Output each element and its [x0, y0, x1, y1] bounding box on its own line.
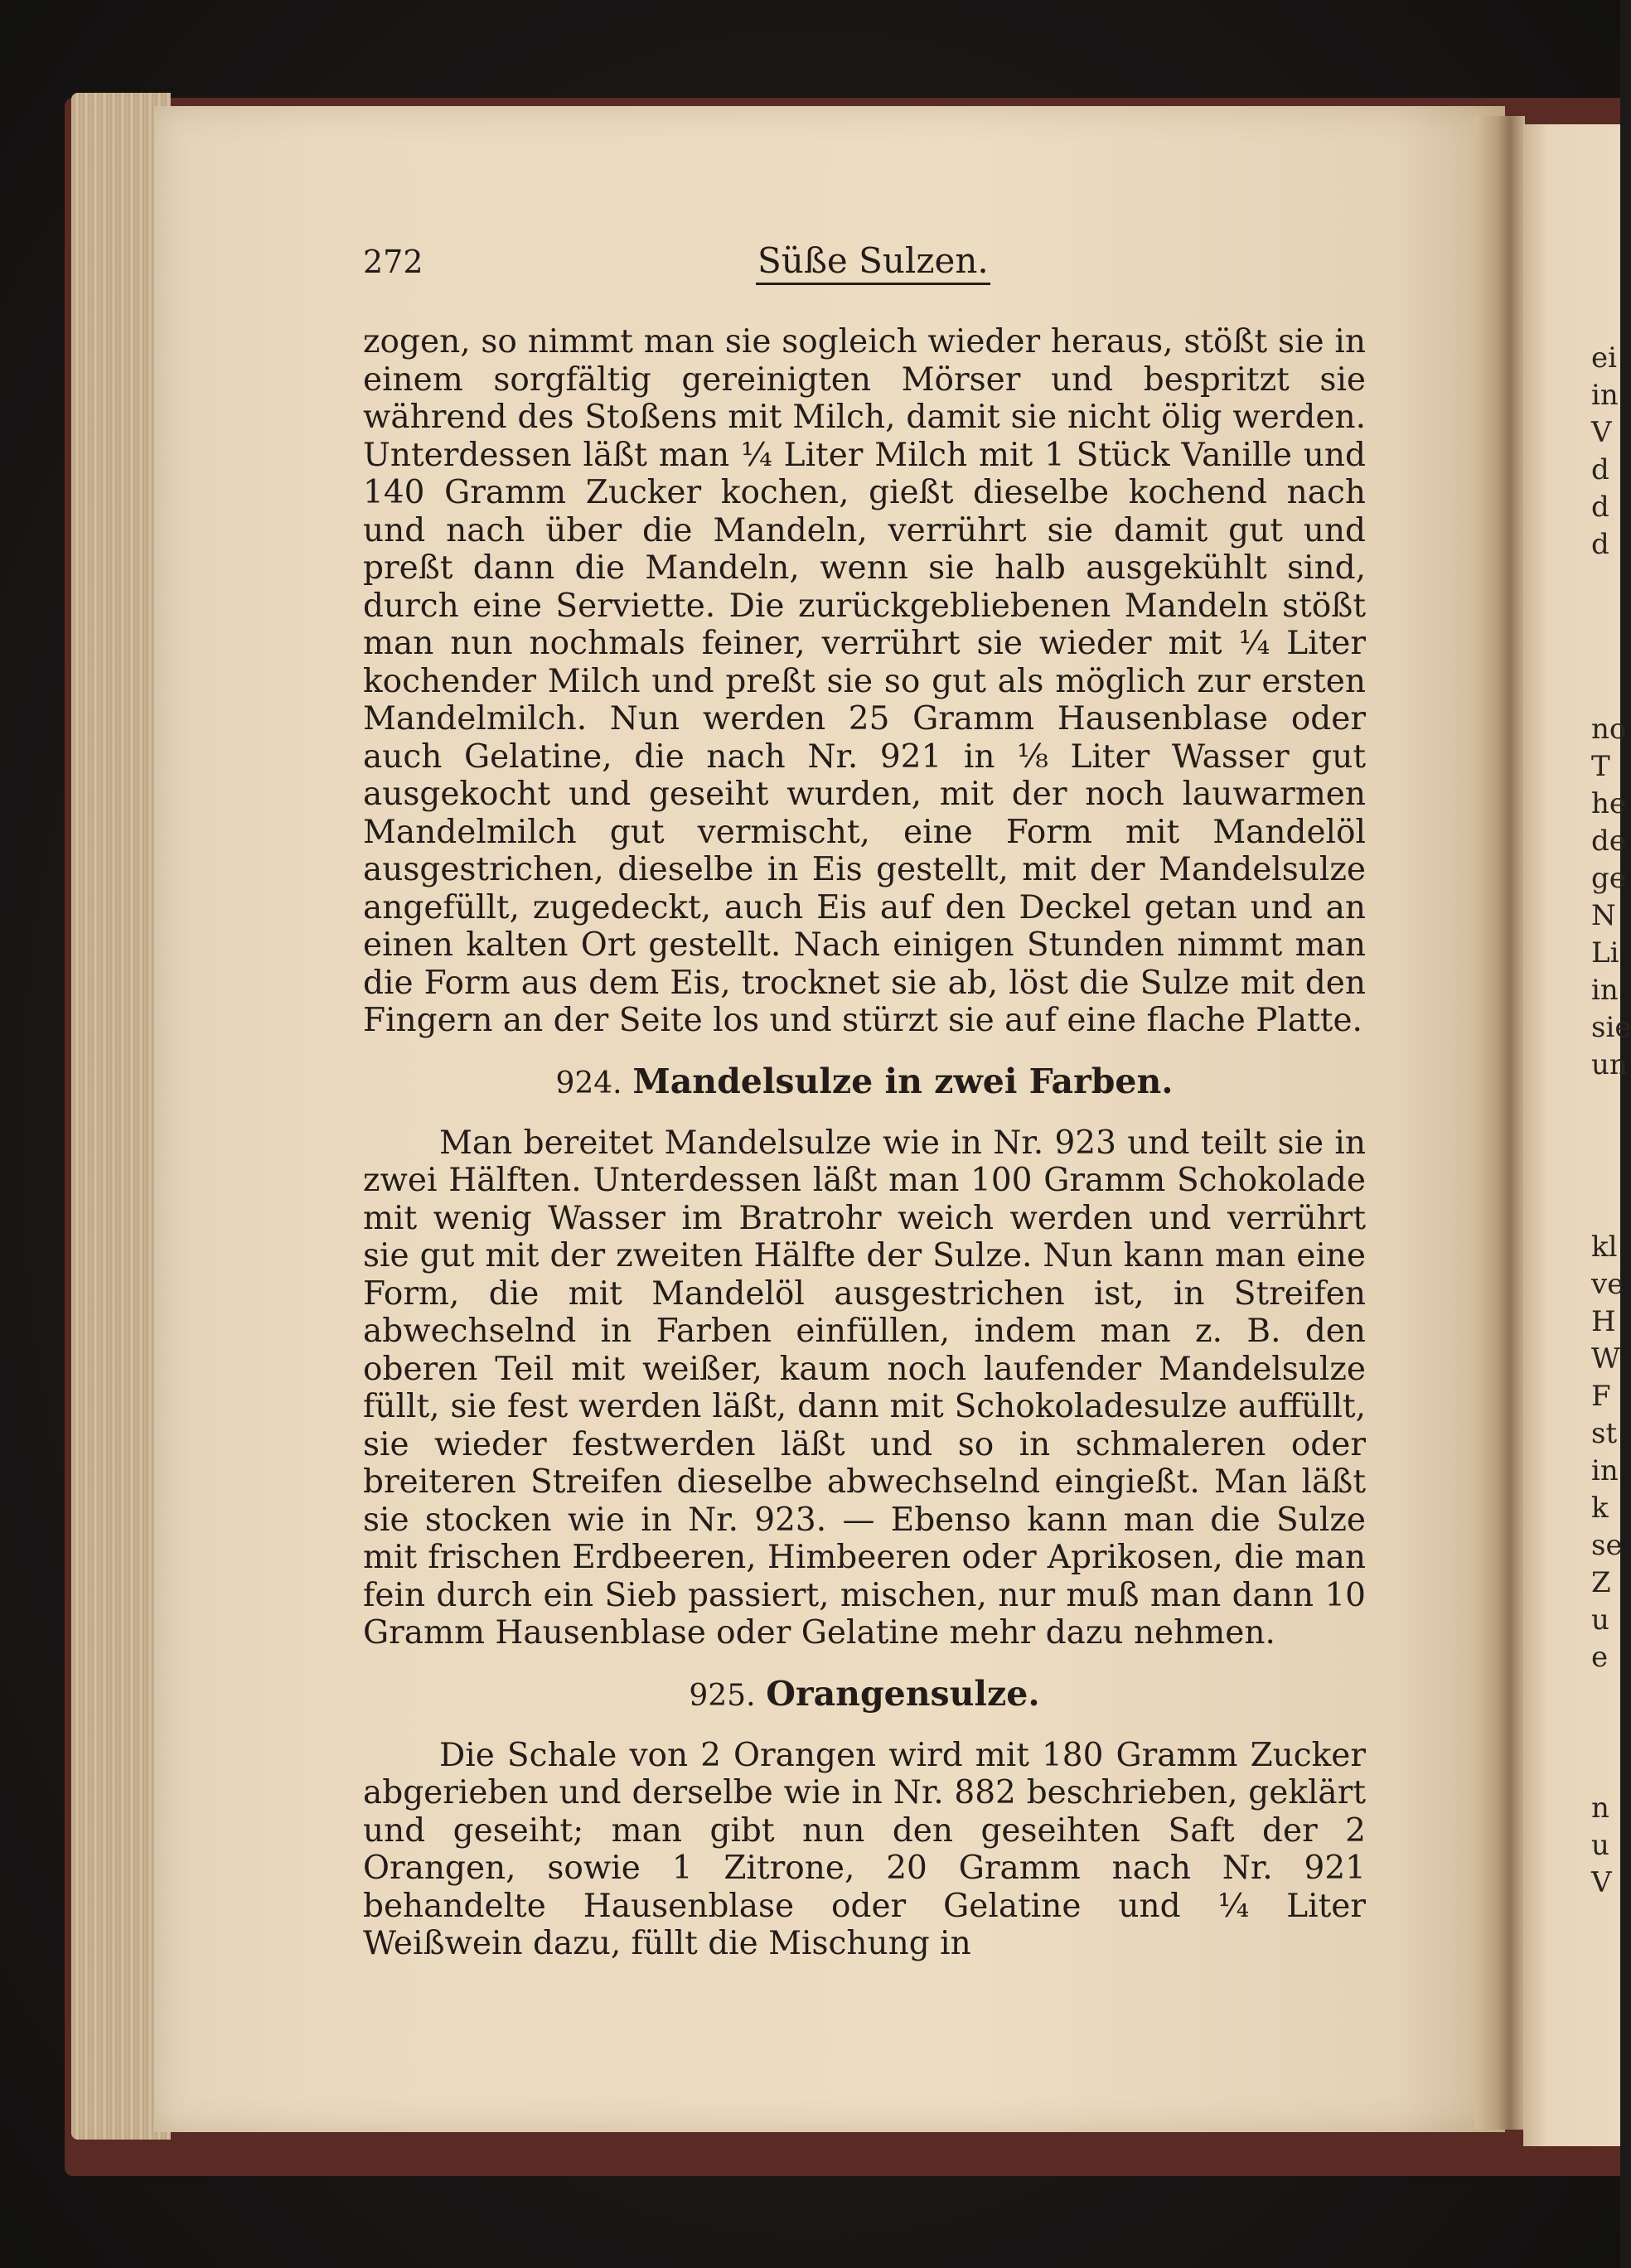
right-page-fragment: kl [1591, 1231, 1618, 1264]
right-page-fragment: in [1591, 974, 1619, 1007]
right-page-fragment: in [1591, 379, 1619, 412]
page-header [363, 240, 1366, 290]
right-page-fragment: in [1591, 1454, 1619, 1487]
right-page-fragment: T [1591, 750, 1610, 783]
recipe-number: 925. [689, 1678, 756, 1713]
right-page-fragment: V [1591, 416, 1612, 449]
right-page-fragment: se [1591, 1529, 1623, 1562]
right-page-fragment: d [1591, 453, 1609, 486]
right-page [1523, 124, 1631, 2146]
paragraph-recipe-924: Man bereitet Mandelsulze wie in Nr. 923 und teilt sie in zwei Hälften. Unterdessen läßt man 100 Gramm Schokolade mit wenig Wasser im Bratrohr weich werden und verrührt sie gut mit der zweiten Hälfte der Sulze. Nun kann man eine Form, die mit Mandelöl ausgestrichen ist, in Streifen abwechselnd in Farben einfüllen, indem man z. B. den oberen Teil mit weißer, kaum noch laufender Mandelsulze füllt, sie fest werden läßt, dann mit Schokoladesulze auffüllt, sie wieder festwerden läßt und so in schmaleren oder breiteren Streifen dieselbe abwechselnd eingießt. Man läßt sie stocken wie in Nr. 923. — Ebenso kann man die Sulze mit frischen Erdbeeren, Himbeeren oder Aprikosen, die man fein durch ein Sieb passiert, mischen, nur muß man dann 10 Gramm Hausenblase oder Gelatine mehr dazu nehmen. [363, 1124, 1366, 1651]
right-page-fragment: e [1591, 1641, 1609, 1674]
recipe-number: 924. [555, 1066, 622, 1100]
right-page-fragment: ei [1591, 341, 1617, 375]
right-page-fragment: d [1591, 491, 1609, 524]
recipe-title: Orangensulze. [766, 1673, 1040, 1714]
right-page-fragment: F [1591, 1380, 1611, 1413]
running-title: Süße Sulzen. [756, 240, 990, 285]
right-page-fragment: de [1591, 825, 1626, 858]
right-page-fragment: u [1591, 1829, 1609, 1862]
right-page-fragment: st [1591, 1417, 1618, 1450]
paragraph-recipe-925: Die Schale von 2 Orangen wird mit 180 Gramm Zucker abgerieben und derselbe wie in Nr. 882 beschrieben, geklärt und geseiht; man gibt nun den geseihten Saft der 2 Orangen, sowie 1 Zitrone, 20 Gramm nach Nr. 921 behandelte Hausenblase oder Gelatine und ¼ Liter Weißwein dazu, füllt die Mischung in [363, 1736, 1366, 1962]
right-page-fragment: ge [1591, 862, 1626, 895]
right-page-fragment: W [1591, 1342, 1620, 1376]
right-page-fragment: H [1591, 1305, 1616, 1338]
right-page-fragment: k [1591, 1492, 1609, 1525]
page-number: 272 [363, 244, 423, 280]
right-page-fragment: ve [1591, 1268, 1624, 1301]
right-page-fragment: un [1591, 1048, 1628, 1081]
right-page-fragment: Z [1591, 1566, 1611, 1599]
book-gutter [1475, 116, 1525, 2130]
right-page-fragment: u [1591, 1603, 1609, 1637]
paragraph-continuation: zogen, so nimmt man sie sogleich wieder heraus, stößt sie in einem sorgfältig gereinigten Mörser und bespritzt sie während des Stoßens mit Milch, damit sie nicht ölig werden. Unterdessen läßt man ¼ Liter Milch mit 1 Stück Vanille und 140 Gramm Zucker kochen, gießt dieselbe kochend nach und nach über die Mandeln, verrührt sie damit gut und preßt dann die Mandeln, wenn sie halb ausgekühlt sind, durch eine Serviette. Die zurückgebliebenen Mandeln stößt man nun nochmals feiner, verrührt sie wieder mit ¼ Liter kochender Milch und preßt sie so gut als möglich zur ersten Mandelmilch. Nun werden 25 Gramm Hausenblase oder auch Gelatine, die nach Nr. 921 in ⅛ Liter Wasser gut ausgekocht und geseiht wurden, mit der noch lauwarmen Mandelmilch gut vermischt, eine Form mit Mandelöl ausgestrichen, dieselbe in Eis gestellt, mit der Mandelsulze angefüllt, zugedeckt, auch Eis auf den Deckel getan und an einen kalten Ort gestellt. Nach einigen Stunden nimmt man die Form aus dem Eis, trocknet sie ab, löst die Sulze mit den Fingern an der Seite los und stürzt sie auf eine flache Platte. [363, 323, 1366, 1039]
right-page-fragment: Li [1591, 936, 1619, 970]
right-page-fragment: sie [1591, 1011, 1631, 1044]
recipe-heading-925 [363, 1674, 1366, 1714]
right-page-fragment: d [1591, 528, 1609, 561]
right-page-fragment: n [1591, 1792, 1609, 1825]
right-page-fragment: no [1591, 713, 1627, 746]
right-page-fragment: he [1591, 787, 1627, 820]
page-text-block [363, 240, 1366, 1963]
right-page-fragment: N [1591, 899, 1616, 932]
right-page-fragment: V [1591, 1866, 1612, 1899]
recipe-title: Mandelsulze in zwei Farben. [632, 1061, 1174, 1101]
recipe-heading-924 [363, 1061, 1366, 1101]
